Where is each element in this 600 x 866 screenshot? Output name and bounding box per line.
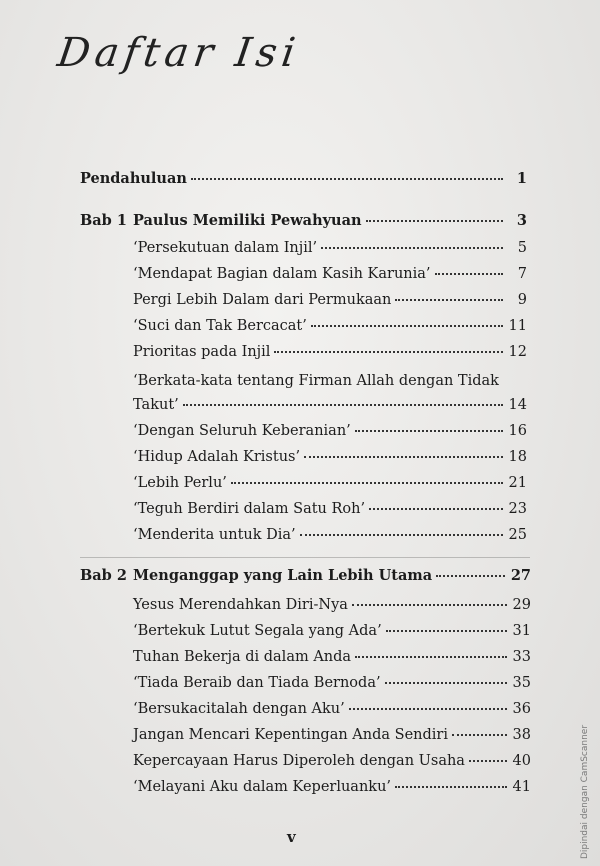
toc-entry-section[interactable] — [133, 449, 527, 473]
dot-leader — [469, 760, 507, 762]
toc-page-number: 18 — [508, 449, 527, 465]
toc-entry-section[interactable] — [133, 501, 527, 525]
toc-page-number: 35 — [512, 675, 531, 691]
toc-page-number: 16 — [508, 423, 527, 439]
toc-entry-section[interactable] — [133, 649, 531, 673]
toc-page-number: 14 — [508, 397, 527, 413]
toc-entry-section[interactable] — [133, 675, 531, 699]
chapter-title: Paulus Memiliki Pewahyuan — [133, 212, 362, 229]
section-title: ‘Melayani Aku dalam Keperluanku’ — [133, 779, 392, 795]
dot-leader — [304, 456, 502, 458]
section-title: ‘Lebih Perlu’ — [133, 475, 227, 491]
dot-leader — [321, 247, 503, 249]
toc-entry-section[interactable] — [133, 292, 527, 316]
toc-page-number: 33 — [512, 649, 531, 665]
dot-leader — [311, 325, 503, 327]
toc-page-number: 27 — [510, 567, 531, 584]
section-title: ‘Suci dan Tak Bercacat’ — [133, 318, 307, 334]
toc-entry-chapter-2[interactable] — [133, 567, 531, 591]
section-title: Kepercayaan Harus Diperoleh dengan Usaha — [133, 753, 465, 769]
dot-leader — [395, 299, 503, 301]
chapter-title: Menganggap yang Lain Lebih Utama — [133, 567, 433, 584]
dot-leader — [435, 273, 503, 275]
dot-leader — [355, 430, 503, 432]
section-title: Tuhan Bekerja di dalam Anda — [133, 649, 352, 665]
toc-page-number: 3 — [516, 212, 527, 229]
toc-entry-section[interactable] — [133, 344, 527, 368]
dot-leader — [452, 734, 507, 736]
toc-page-number: 36 — [512, 701, 531, 717]
section-title: Yesus Merendahkan Diri-Nya — [133, 597, 348, 613]
dot-leader — [366, 220, 503, 222]
toc-page-number: 38 — [512, 727, 531, 743]
dot-leader — [385, 682, 507, 684]
toc-page-number: 41 — [512, 779, 531, 795]
section-title: ‘Mendapat Bagian dalam Kasih Karunia’ — [133, 266, 431, 282]
toc-page-number: 7 — [517, 266, 527, 282]
toc-entry-intro[interactable] — [80, 170, 527, 194]
toc-entry-section[interactable] — [133, 240, 527, 264]
toc-entry-section[interactable] — [133, 475, 527, 499]
toc-entry-section[interactable] — [133, 597, 531, 621]
toc-page-number: 29 — [512, 597, 531, 613]
toc-entry-section[interactable] — [133, 701, 531, 725]
section-title-line-2: Takut’ — [133, 397, 179, 413]
section-title: ‘Bertekuk Lutut Segala yang Ada’ — [133, 623, 382, 639]
dot-leader — [274, 351, 502, 353]
toc-page-number: 31 — [512, 623, 531, 639]
scanner-watermark — [575, 722, 595, 862]
toc-entry-section[interactable] — [133, 318, 527, 342]
dot-leader — [436, 575, 505, 577]
dot-leader — [369, 508, 502, 510]
toc-page-number: 9 — [517, 292, 527, 308]
toc-entry-section[interactable] — [133, 423, 527, 447]
divider — [80, 557, 530, 558]
toc-entry-section[interactable] — [133, 266, 527, 290]
page-title: Daftar Isi — [54, 30, 303, 76]
toc-page-number: 23 — [508, 501, 527, 517]
toc-entry-section[interactable] — [133, 779, 531, 803]
dot-leader — [386, 630, 507, 632]
section-title: ‘Dengan Seluruh Keberanian’ — [133, 423, 351, 439]
toc-entry-section[interactable] — [133, 727, 531, 751]
toc-page-number: 40 — [512, 753, 531, 769]
dot-leader — [355, 656, 506, 658]
section-title: ‘Menderita untuk Dia’ — [133, 527, 296, 543]
section-title-line-1[interactable]: ‘Berkata-kata tentang Firman Allah dengan Tidak — [133, 373, 499, 389]
watermark-text: Dipindai dengan CamScanner — [580, 724, 591, 860]
section-title: ‘Hidup Adalah Kristus’ — [133, 449, 301, 465]
dot-leader — [349, 708, 507, 710]
dot-leader — [352, 604, 507, 606]
section-title: ‘Teguh Berdiri dalam Satu Roh’ — [133, 501, 366, 517]
toc-page-number: 25 — [508, 527, 527, 543]
section-title: Prioritas pada Injil — [133, 344, 271, 360]
toc-entry-chapter-1[interactable] — [133, 212, 527, 236]
toc-entry-section[interactable] — [133, 397, 527, 421]
toc-page-number: 12 — [508, 344, 527, 360]
toc-page-number: 1 — [516, 170, 527, 187]
toc-entry-section[interactable] — [133, 527, 527, 551]
toc-page-number: 5 — [517, 240, 527, 256]
toc-entry-section[interactable] — [133, 753, 531, 777]
chapter-label: Bab 1 — [80, 212, 127, 229]
toc-page-number: 21 — [508, 475, 527, 491]
section-title: ‘Tiada Beraib dan Tiada Bernoda’ — [133, 675, 381, 691]
section-title: ‘Bersukacitalah dengan Aku’ — [133, 701, 345, 717]
dot-leader — [300, 534, 503, 536]
dot-leader — [191, 178, 503, 180]
dot-leader — [183, 404, 503, 406]
dot-leader — [395, 786, 507, 788]
section-title: Pergi Lebih Dalam dari Permukaan — [133, 292, 392, 308]
section-title: ‘Persekutuan dalam Injil’ — [133, 240, 318, 256]
section-title: Jangan Mencari Kepentingan Anda Sendiri — [133, 727, 448, 743]
dot-leader — [231, 482, 503, 484]
toc-entry-label: Pendahuluan — [80, 170, 187, 187]
toc-entry-section[interactable] — [133, 623, 531, 647]
page-number: v — [287, 828, 296, 846]
chapter-label: Bab 2 — [80, 567, 127, 584]
toc-page-number: 11 — [508, 318, 527, 334]
